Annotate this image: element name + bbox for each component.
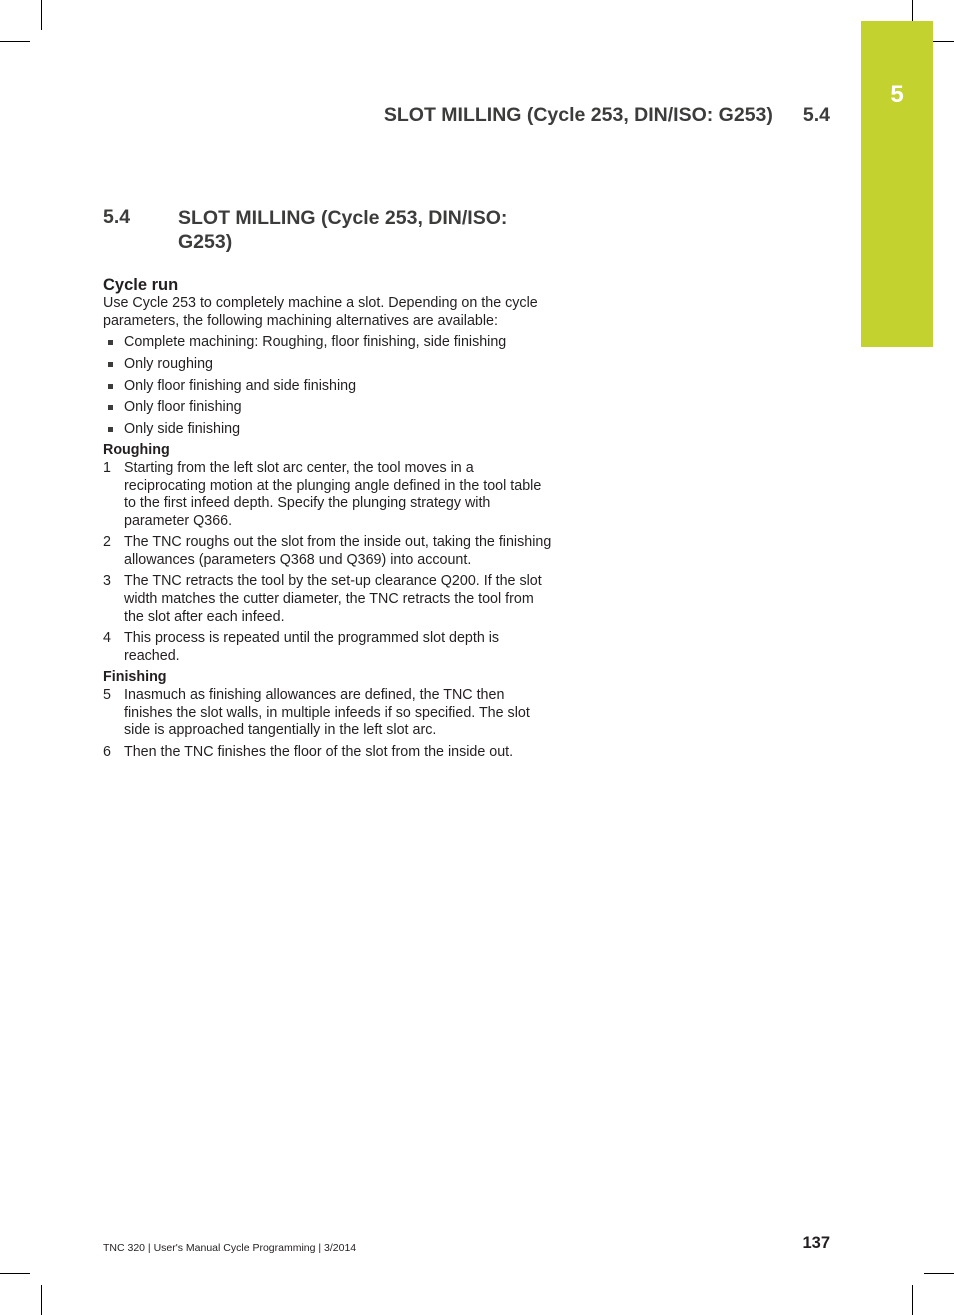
crop-mark (924, 1273, 954, 1274)
step-item: 1 Starting from the left slot arc center, the tool moves in a reciprocating motion at the plunging angle defined in the tool table to the first infeed depth. Specify the plunging strategy with parameter Q366. (103, 460, 542, 530)
alternatives-list (103, 334, 553, 438)
list-item: Only roughing (103, 356, 553, 374)
bullet-square-icon (108, 340, 113, 345)
list-item: Only floor finishing and side finishing (103, 378, 553, 396)
section-title: SLOT MILLING (Cycle 253, DIN/ISO: G253) (178, 207, 508, 253)
bullet-square-icon (108, 384, 113, 389)
body-content (103, 275, 553, 765)
page-number: 137 (802, 1234, 830, 1252)
crop-mark (912, 1285, 913, 1315)
finishing-heading: Finishing (103, 669, 167, 686)
step-item: 6 Then the TNC finishes the floor of the slot from the inside out. (103, 743, 514, 760)
cycle-run-intro: Use Cycle 253 to completely machine a slot. Depending on the cycle parameters, the following machining alternatives are available: (103, 295, 538, 329)
cycle-run-heading: Cycle run (103, 276, 179, 294)
chapter-number: 5 (890, 81, 904, 108)
section-number: 5.4 (103, 206, 131, 228)
step-item: 2 The TNC roughs out the slot from the inside out, taking the finishing allowances (parameters Q368 und Q369) into account. (103, 534, 552, 569)
list-item: Only floor finishing (103, 399, 553, 417)
roughing-heading: Roughing (103, 442, 170, 459)
running-head-section: 5.4 (802, 104, 830, 126)
chapter-tab (861, 21, 933, 347)
bullet-square-icon (108, 405, 113, 410)
running-head-title: SLOT MILLING (Cycle 253, DIN/ISO: G253) (383, 104, 773, 126)
step-item: 5 Inasmuch as finishing allowances are defined, the TNC then finishes the slot walls, in multiple infeeds if so specified. The slot side is approached tangentially in the left slot arc. (103, 686, 530, 739)
crop-mark (41, 0, 42, 30)
step-item: 3 The TNC retracts the tool by the set-up clearance Q200. If the slot width matches the cutter diameter, the TNC retracts the tool from the slot after each infeed. (103, 573, 542, 625)
list-item: Complete machining: Roughing, floor finishing, side finishing (103, 334, 553, 352)
step-item: 4 This process is repeated until the programmed slot depth is reached. (103, 630, 500, 664)
crop-mark (41, 1285, 42, 1315)
bullet-square-icon (108, 427, 113, 432)
crop-mark (0, 1273, 30, 1274)
footer-text: TNC 320 | User's Manual Cycle Programming | 3/2014 (103, 1242, 357, 1254)
finishing-steps (103, 687, 553, 761)
roughing-steps (103, 460, 553, 666)
running-head (330, 104, 830, 127)
list-item: Only side finishing (103, 421, 553, 439)
bullet-square-icon (108, 362, 113, 367)
crop-mark (0, 41, 30, 42)
